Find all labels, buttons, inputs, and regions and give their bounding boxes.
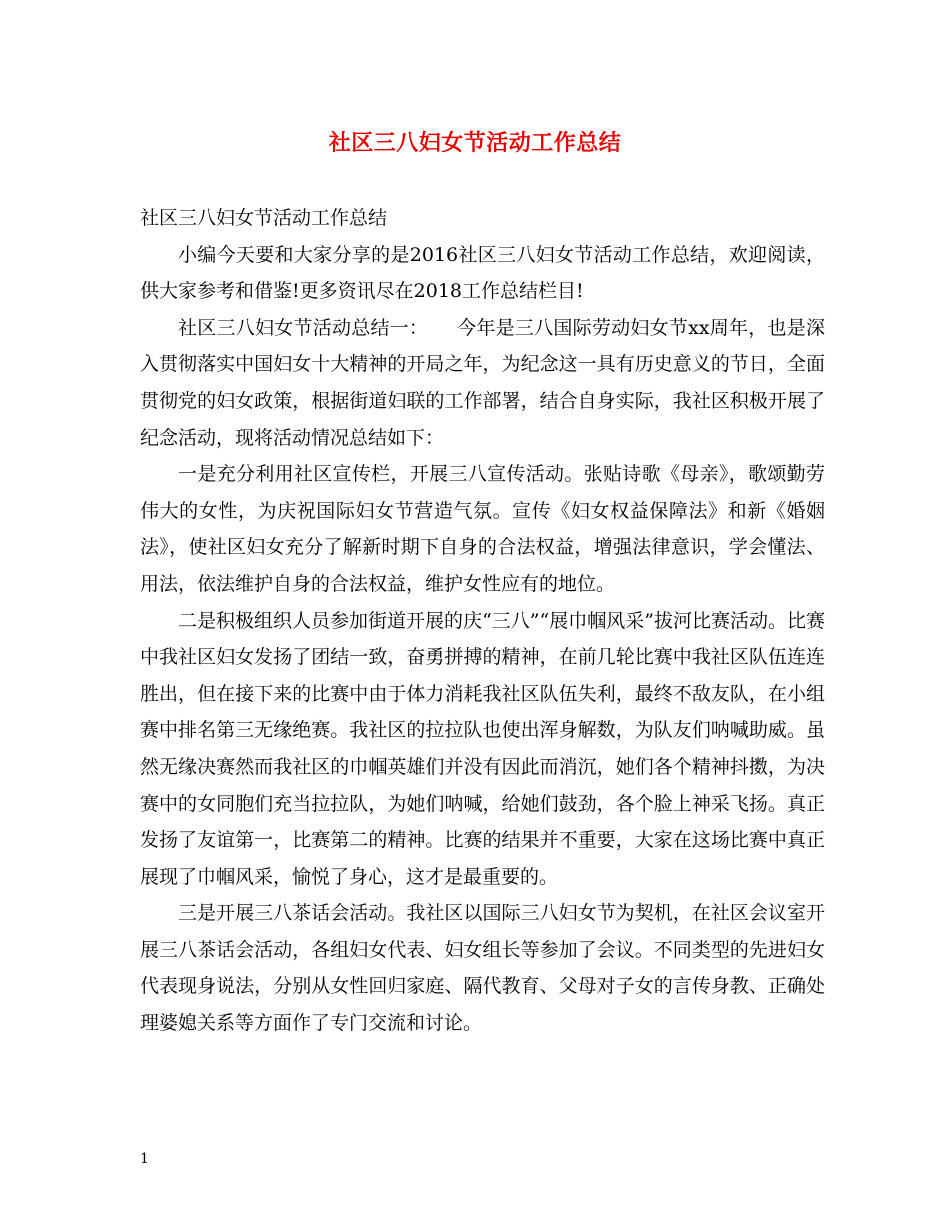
paragraph-point-one: 一是充分利用社区宣传栏，开展三八宣传活动。张贴诗歌《母亲》，歌颂勤劳伟大的女性，为庆祝国际妇女节营造气氛。宣传《妇女权益保障法》和新《婚姻法》，使社区妇女充分了解新时期下自身的合法权益，增强法律意识，学会懂法、用法，依法维护自身的合法权益，维护女性应有的地位。 [140,463,825,595]
page-number: 1 [140,1151,149,1167]
document-body [140,200,825,1042]
document-title: 社区三八妇女节活动工作总结 [328,130,622,156]
paragraph-summary-one: 社区三八妇女节活动总结一： 今年是三八国际劳动妇女节xx周年，也是深入贯彻落实中国妇女十大精神的开局之年，为纪念这一具有历史意义的节日，全面贯彻党的妇女政策，根据街道妇联的工作部署，结合自身实际，我社区积极开展了纪念活动，现将活动情况总结如下： [140,316,825,449]
paragraph-point-three: 三是开展三八茶话会活动。我社区以国际三八妇女节为契机，在社区会议室开展三八茶话会活动，各组妇女代表、妇女组长等参加了会议。不同类型的先进妇女代表现身说法，分别从女性回归家庭、隔代教育、父母对子女的言传身教、正确处理婆媳关系等方面作了专门交流和讨论。 [140,902,825,1035]
paragraph-point-two: 二是积极组织人员参加街道开展的庆“三八”“展巾帼风采”拔河比赛活动。比赛中我社区妇女发扬了团结一致，奋勇拼搏的精神，在前几轮比赛中我社区队伍连连胜出，但在接下来的比赛中由于体力消耗我社区队伍失利，最终不敌友队，在小组赛中排名第三无缘绝赛。我社区的拉拉队也使出浑身解数，为队友们呐喊助威。虽然无缘决赛然而我社区的巾帼英雄们并没有因此而消沉，她们各个精神抖擞，为决赛中的女同胞们充当拉拉队，为她们呐喊，给她们鼓劲，各个脸上神采飞扬。真正发扬了友谊第一，比赛第二的精神。比赛的结果并不重要，大家在这场比赛中真正展现了巾帼风采，愉悦了身心，这才是最重要的。 [140,609,825,888]
paragraph-intro: 小编今天要和大家分享的是2016社区三八妇女节活动工作总结，欢迎阅读，供大家参考和借鉴!更多资讯尽在2018工作总结栏目! [140,243,825,303]
paragraph-heading: 社区三八妇女节活动工作总结 [140,207,388,229]
